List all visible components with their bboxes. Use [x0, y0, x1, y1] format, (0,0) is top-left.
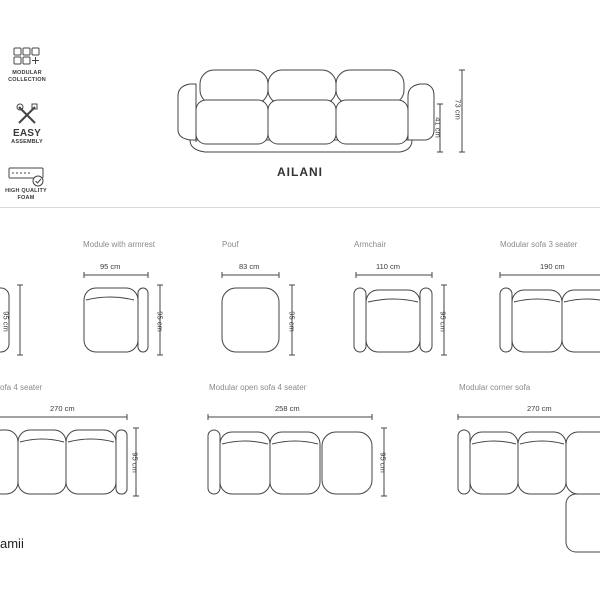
corner-sofa-width: 270 cm: [527, 404, 552, 413]
armchair-top-view: [354, 272, 447, 355]
product-title: AILANI: [277, 165, 323, 179]
open-sofa-4-seater-width: 258 cm: [275, 404, 300, 413]
feature-line: HIGH QUALITY: [5, 188, 47, 194]
feature-modular-label: [0, 70, 57, 84]
sofa-4-seater-caption: ofa 4 seater: [0, 383, 43, 392]
feature-foam-label: [0, 188, 56, 202]
sofa-4-seater-top-view: [0, 414, 139, 496]
module-with-armrest-depth: 95 cm: [155, 311, 165, 332]
partial-depth-label: 95 cm: [1, 311, 11, 332]
pouf-caption: Pouf: [222, 240, 239, 249]
foam-icon: [9, 168, 43, 186]
height-seat-label: 41 cm: [433, 117, 443, 138]
tools-icon: [17, 104, 37, 123]
feature-line: FOAM: [17, 195, 35, 201]
module-with-armrest-caption: Module with armrest: [83, 240, 156, 249]
feature-line: MODULAR: [12, 70, 42, 76]
module-with-armrest-top-view: [84, 272, 163, 355]
feature-big-text: EASY: [12, 128, 42, 139]
modular-open-sofa-4-seater-top-view: [208, 414, 387, 496]
height-total-label: 73 cm: [453, 99, 463, 120]
modular-sofa-3-seater-top-view: [500, 272, 600, 352]
brand-logo-text: amii: [0, 536, 24, 551]
open-sofa-4-seater-depth: 95 cm: [378, 452, 388, 473]
armchair-caption: Armchair: [354, 240, 387, 249]
armchair-width: 110 cm: [376, 262, 401, 271]
armchair-depth: 95 cm: [438, 311, 448, 332]
pouf-depth: 95 cm: [287, 311, 297, 332]
sofa-3-seater-width: 190 cm: [540, 262, 565, 271]
modular-grid-icon: [14, 48, 39, 64]
feature-assembly-label: [0, 128, 57, 146]
modular-corner-sofa-top-view: [458, 414, 600, 552]
hero-sofa-front-view: [178, 70, 434, 152]
open-sofa-4-seater-caption: Modular open sofa 4 seater: [209, 383, 307, 392]
pouf-width: 83 cm: [239, 262, 260, 271]
sofa-4-seater-width: 270 cm: [50, 404, 75, 413]
corner-sofa-caption: Modular corner sofa: [459, 383, 531, 392]
section-divider: [0, 207, 600, 208]
feature-line: ASSEMBLY: [11, 139, 43, 145]
pouf-top-view: [222, 272, 295, 355]
sofa-4-seater-depth: 95 cm: [130, 452, 140, 473]
module-with-armrest-width: 95 cm: [100, 262, 121, 271]
feature-line: COLLECTION: [8, 77, 46, 83]
sofa-3-seater-caption: Modular sofa 3 seater: [500, 240, 578, 249]
